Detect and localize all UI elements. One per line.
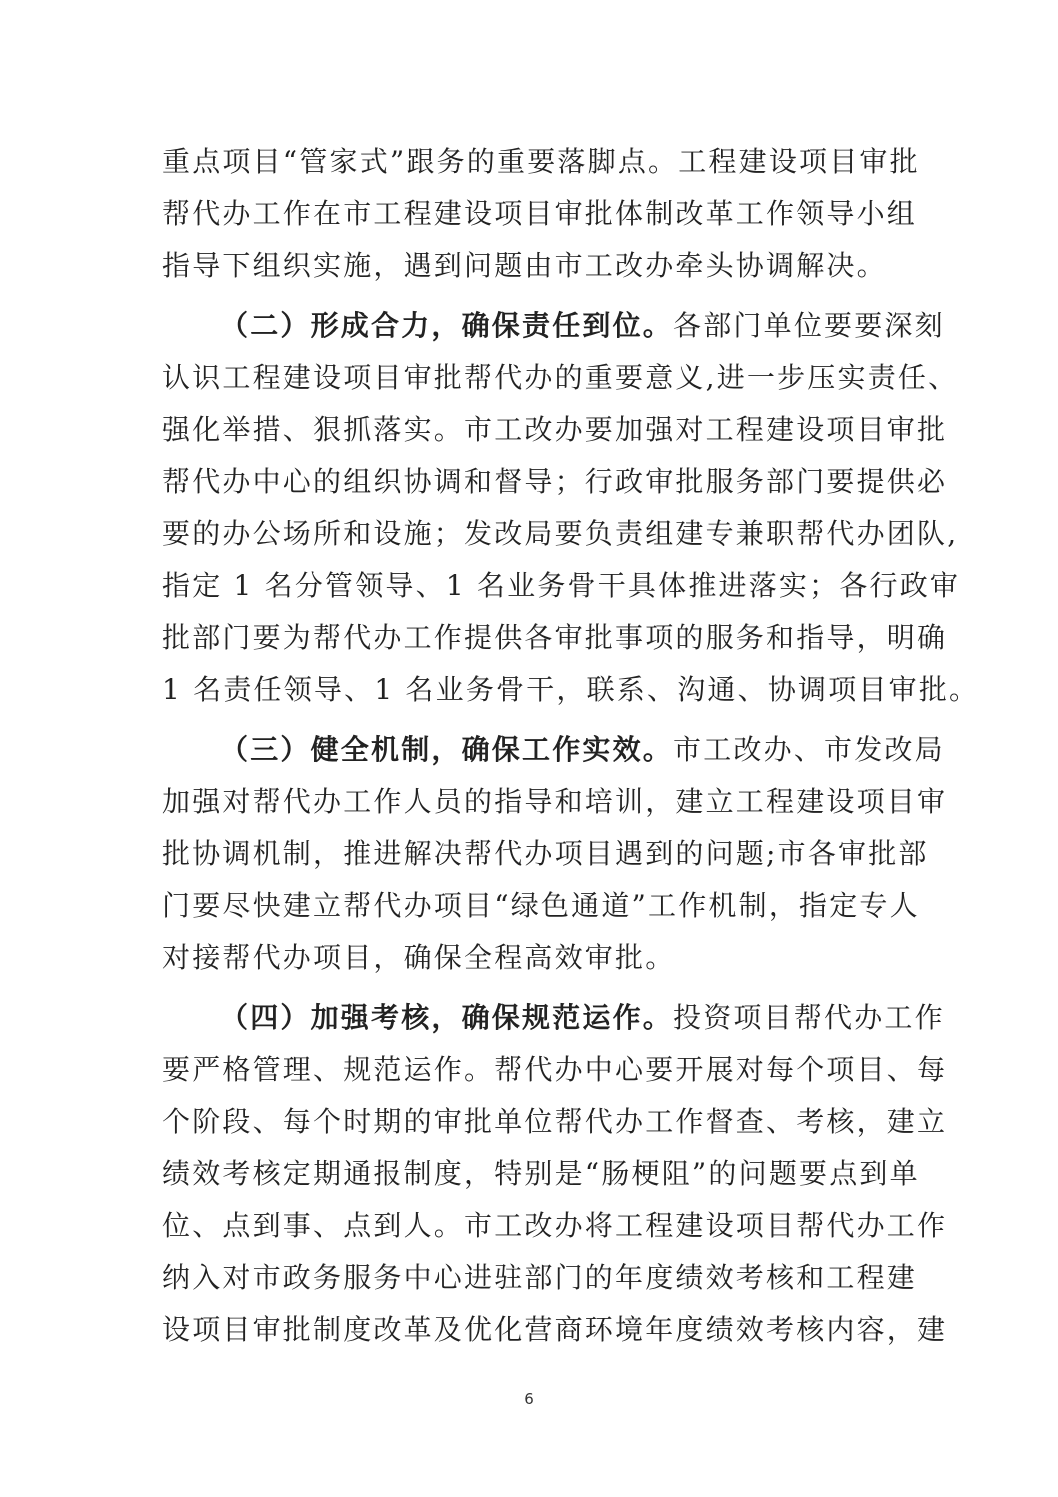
paragraph-3	[162, 724, 948, 984]
paragraph-4	[162, 992, 948, 1356]
text-line: 个阶段、每个时期的审批单位帮代办工作督查、考核，建立	[162, 1105, 948, 1138]
text-line: 加强对帮代办工作人员的指导和培训，建立工程建设项目审	[162, 785, 948, 818]
text-line: 要的办公场所和设施；发改局要负责组建专兼职帮代办团队,	[162, 517, 959, 550]
text-line: 指导下组织实施，遇到问题由市工改办牵头协调解决。	[162, 249, 887, 282]
paragraph-first-line	[162, 992, 945, 1044]
text-line: 对接帮代办项目，确保全程高效审批。	[162, 941, 676, 974]
text-line: 纳入对市政务服务中心进驻部门的年度绩效考核和工程建	[162, 1261, 918, 1294]
text-line: 位、点到事、点到人。市工改办将工程建设项目帮代办工作	[162, 1209, 948, 1242]
section-heading: （二）形成合力，确保责任到位。	[220, 309, 674, 342]
section-heading: （四）加强考核，确保规范运作。	[220, 1001, 674, 1034]
text-line: 强化举措、狠抓落实。市工改办要加强对工程建设项目审批	[162, 413, 948, 446]
paragraph-first-line	[162, 724, 945, 776]
section-heading: （三）健全机制，确保工作实效。	[220, 733, 674, 766]
paragraph-2	[162, 300, 980, 716]
text-line: 帮代办工作在市工程建设项目审批体制改革工作领导小组	[162, 197, 918, 230]
text-line: 1 名责任领导、1 名业务骨干，联系、沟通、协调项目审批。	[162, 673, 980, 706]
text-line: 设项目审批制度改革及优化营商环境年度绩效考核内容，建	[162, 1313, 948, 1346]
text-line: 认识工程建设项目审批帮代办的重要意义,进一步压实责任、	[162, 361, 959, 394]
paragraph-first-line	[162, 300, 945, 352]
text-line: 要严格管理、规范运作。帮代办中心要开展对每个项目、每	[162, 1053, 948, 1086]
text-line: 批部门要为帮代办工作提供各审批事项的服务和指导，明确	[162, 621, 948, 654]
paragraph-1	[162, 136, 920, 292]
text-line: 重点项目“管家式”跟务的重要落脚点。工程建设项目审批	[162, 145, 920, 178]
text-line: 指定 1 名分管领导、1 名业务骨干具体推进落实；各行政审	[162, 569, 961, 602]
document-body	[162, 136, 980, 1356]
text-run: 投资项目帮代办工作	[673, 1001, 945, 1034]
text-line: 门要尽快建立帮代办项目“绿色通道”工作机制，指定专人	[162, 889, 920, 922]
text-run: 市工改办、市发改局	[673, 733, 945, 766]
text-line: 批协调机制，推进解决帮代办项目遇到的问题;市各审批部	[162, 837, 929, 870]
text-line: 绩效考核定期通报制度，特别是“肠梗阻”的问题要点到单	[162, 1157, 920, 1190]
text-run: 各部门单位要要深刻	[673, 309, 945, 342]
text-line: 帮代办中心的组织协调和督导；行政审批服务部门要提供必	[162, 465, 948, 498]
page-number: 6	[524, 1390, 534, 1408]
